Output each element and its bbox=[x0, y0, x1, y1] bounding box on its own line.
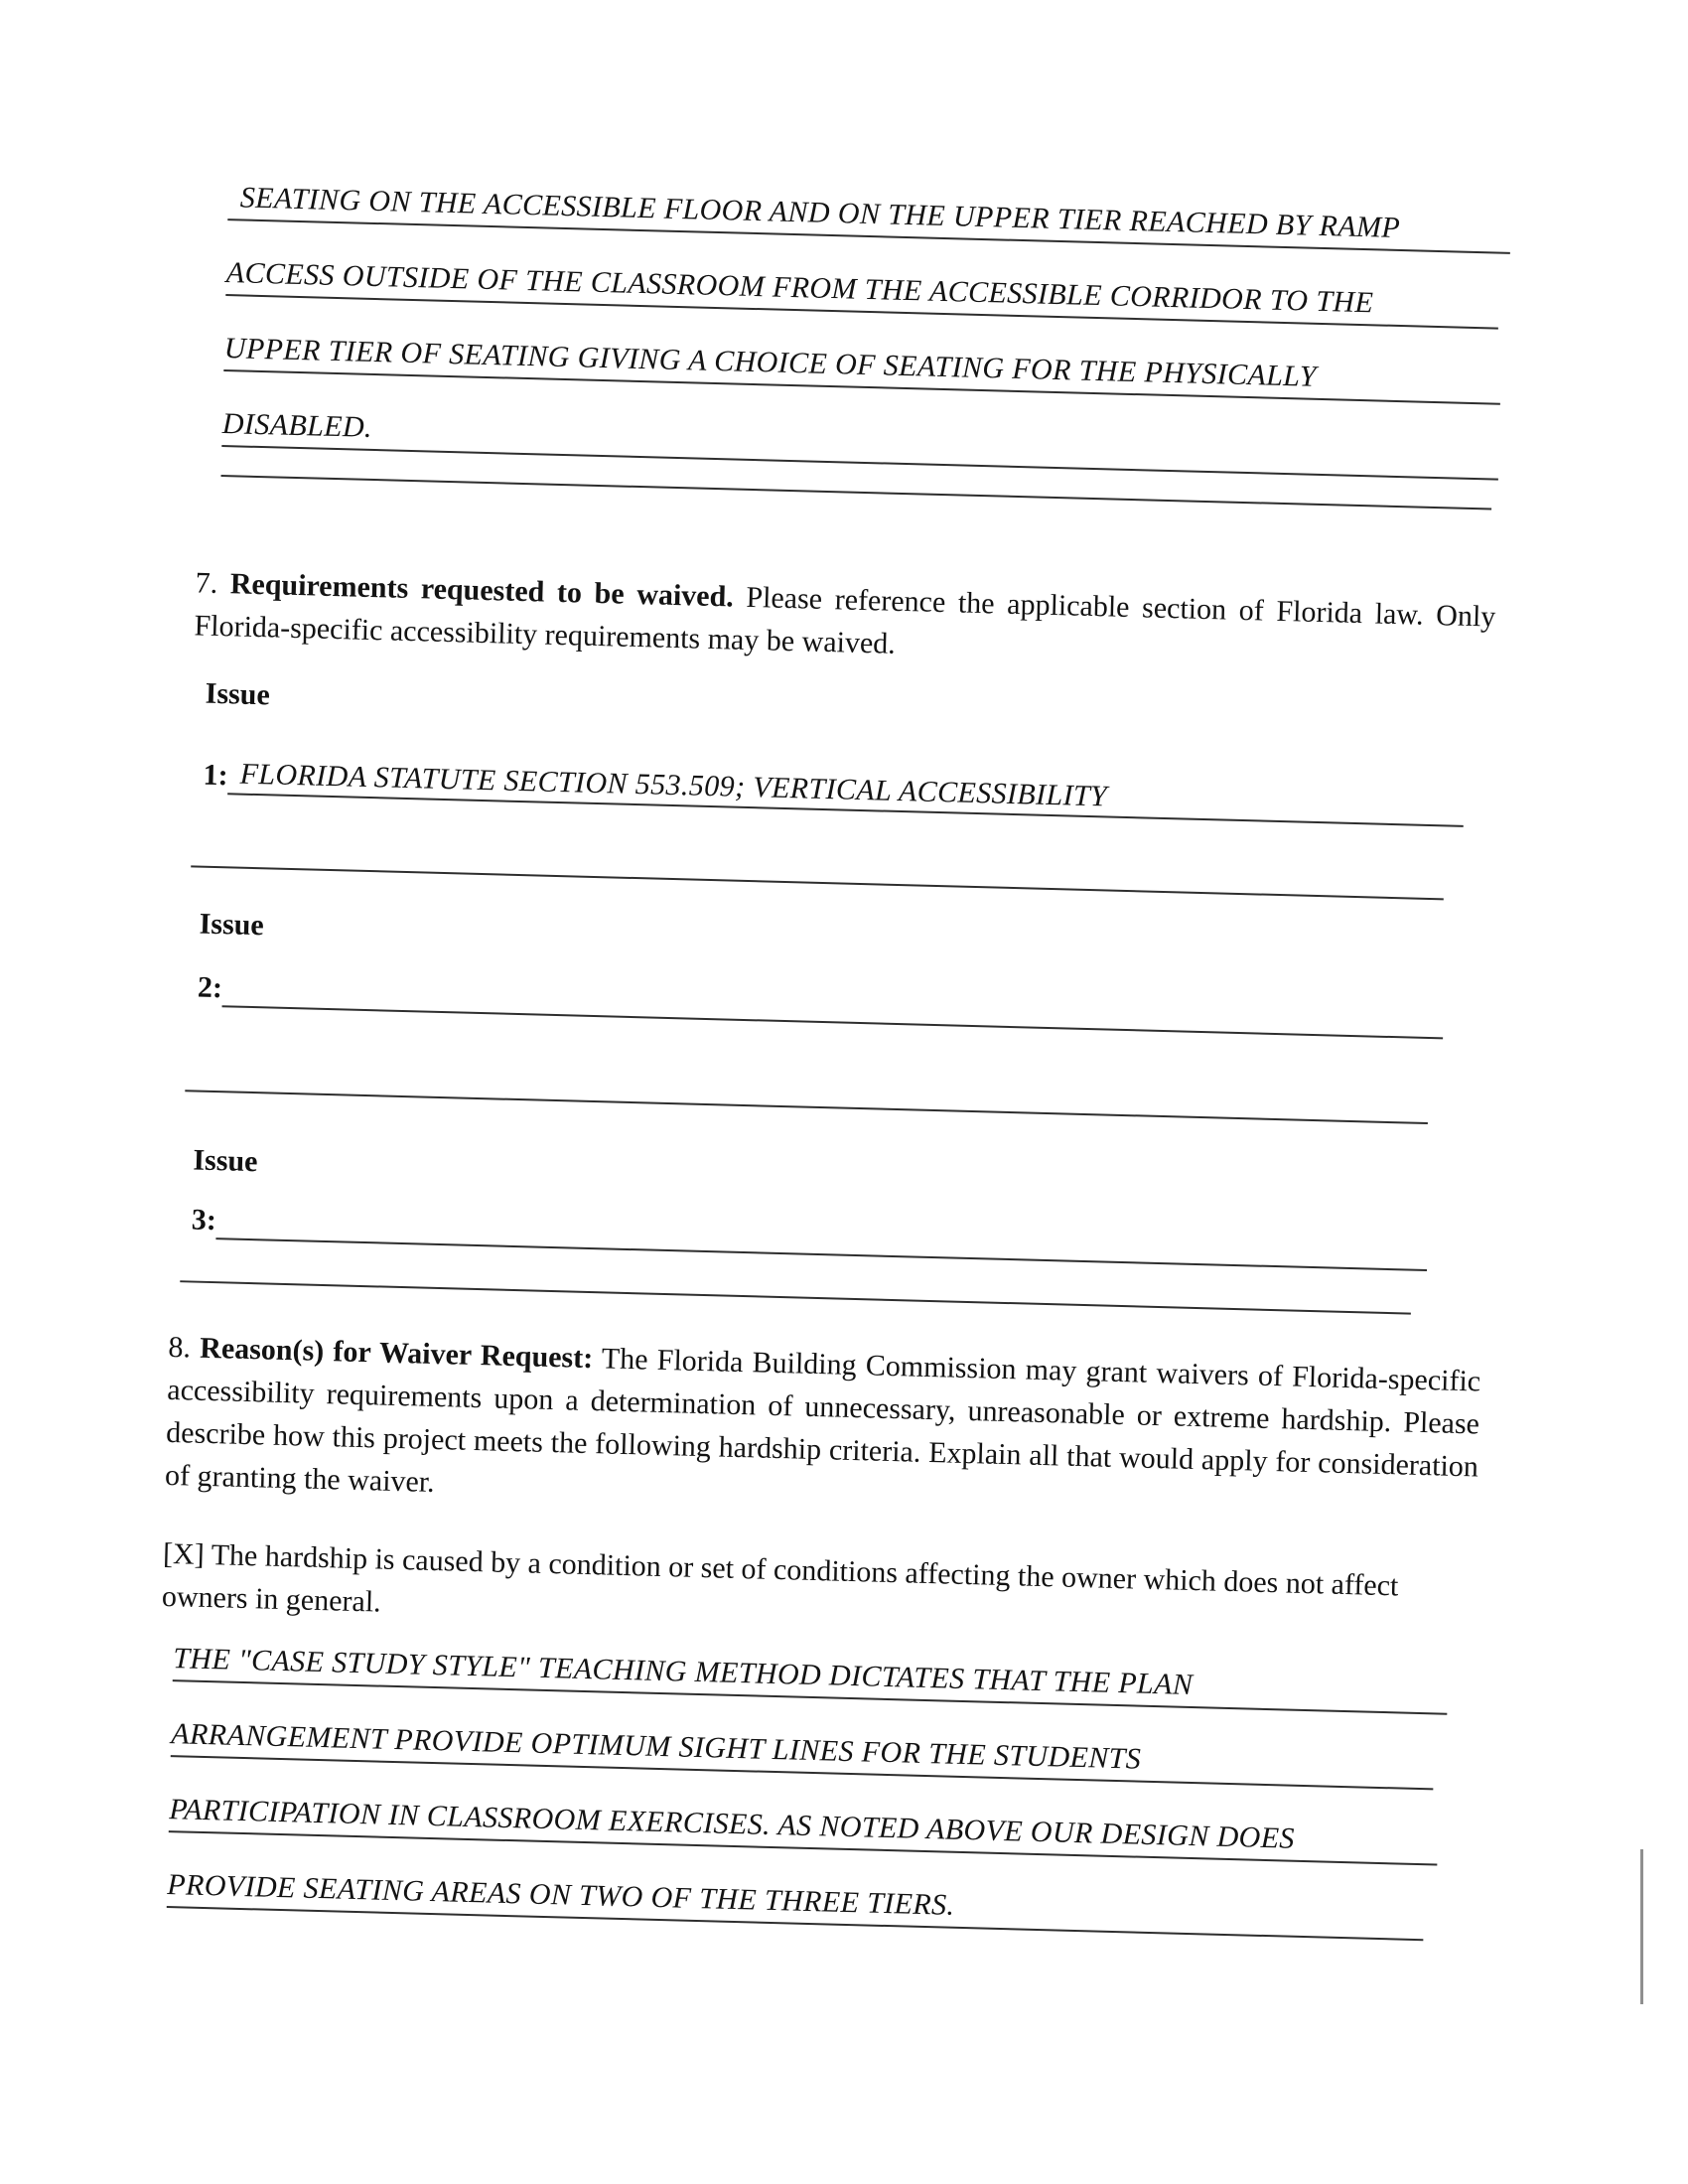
answer-line-text: ACCESS OUTSIDE OF THE CLASSROOM FROM THE ACCESSIBLE CORRIDOR TO THE bbox=[225, 256, 1374, 320]
answer-line-text: PARTICIPATION IN CLASSROOM EXERCISES. AS NOTED ABOVE OUR DESIGN DOES bbox=[168, 1793, 1296, 1855]
answer-line-text: SEATING ON THE ACCESSIBLE FLOOR AND ON THE UPPER TIER REACHED BY RAMP bbox=[239, 181, 1401, 244]
section-7-number: 7. bbox=[195, 566, 231, 601]
issue-1-value bbox=[227, 755, 1465, 827]
hardship-checkbox-text: The hardship is caused by a condition or set of conditions affecting the owner which does not affect owners in general. bbox=[161, 1538, 1399, 1619]
issue-2-label: Issue bbox=[199, 907, 265, 943]
issue-1-label: Issue bbox=[205, 676, 271, 712]
issue-3-label: Issue bbox=[193, 1143, 258, 1179]
hardship-checkbox-mark: [X] bbox=[162, 1536, 212, 1572]
section-8-heading: Reason(s) for Waiver Request: bbox=[199, 1331, 594, 1376]
issue-3-value bbox=[215, 1200, 1428, 1271]
issue-2-number: 2: bbox=[197, 970, 223, 1005]
section-8-answer-block bbox=[167, 1606, 1450, 1942]
scan-artifact-line bbox=[1640, 1849, 1643, 2004]
answer-continuation-block bbox=[221, 145, 1512, 510]
section-7-heading: Requirements requested to be waived. bbox=[229, 567, 735, 614]
answer-line-text: PROVIDE SEATING AREAS ON TWO OF THE THREE TIERS. bbox=[166, 1868, 955, 1922]
ruled-line bbox=[180, 1280, 1411, 1314]
ruled-line bbox=[191, 865, 1444, 900]
issue-3-number: 3: bbox=[191, 1203, 217, 1238]
issue-2-row bbox=[198, 961, 1445, 1040]
section-7-body: Please reference the applicable section of Florida law. Only Florida-specific accessibility requirements may be waived. bbox=[194, 580, 1496, 660]
section-7-paragraph bbox=[194, 561, 1496, 680]
issue-3-row bbox=[191, 1193, 1428, 1271]
answer-line-text: DISABLED. bbox=[221, 407, 373, 444]
ruled-line bbox=[185, 1090, 1428, 1124]
answer-line-text: ARRANGEMENT PROVIDE OPTIMUM SIGHT LINES FOR THE STUDENTS bbox=[170, 1717, 1142, 1776]
issue-1-row bbox=[203, 749, 1465, 827]
answer-line-text: UPPER TIER OF SEATING GIVING A CHOICE OF SEATING FOR THE PHYSICALLY bbox=[223, 332, 1318, 393]
section-8-paragraph bbox=[165, 1326, 1481, 1531]
issue-1-number: 1: bbox=[203, 758, 229, 793]
issue-1-value-text: FLORIDA STATUTE SECTION 553.509; VERTICAL ACCESSIBILITY bbox=[239, 757, 1108, 813]
section-8-number: 8. bbox=[168, 1330, 201, 1365]
answer-line-text: THE "CASE STUDY STYLE" TEACHING METHOD DICTATES THAT THE PLAN bbox=[172, 1642, 1194, 1702]
issue-2-value bbox=[222, 967, 1445, 1039]
section-8-body: The Florida Building Commission may grant waivers of Florida-specific accessibility requirements upon a determination of unnecessary, unreasonable or extreme hardship. Please describe how this project meets the following hardship criteria. Explain all that would apply for consideration of granting the waiver. bbox=[164, 1342, 1481, 1499]
